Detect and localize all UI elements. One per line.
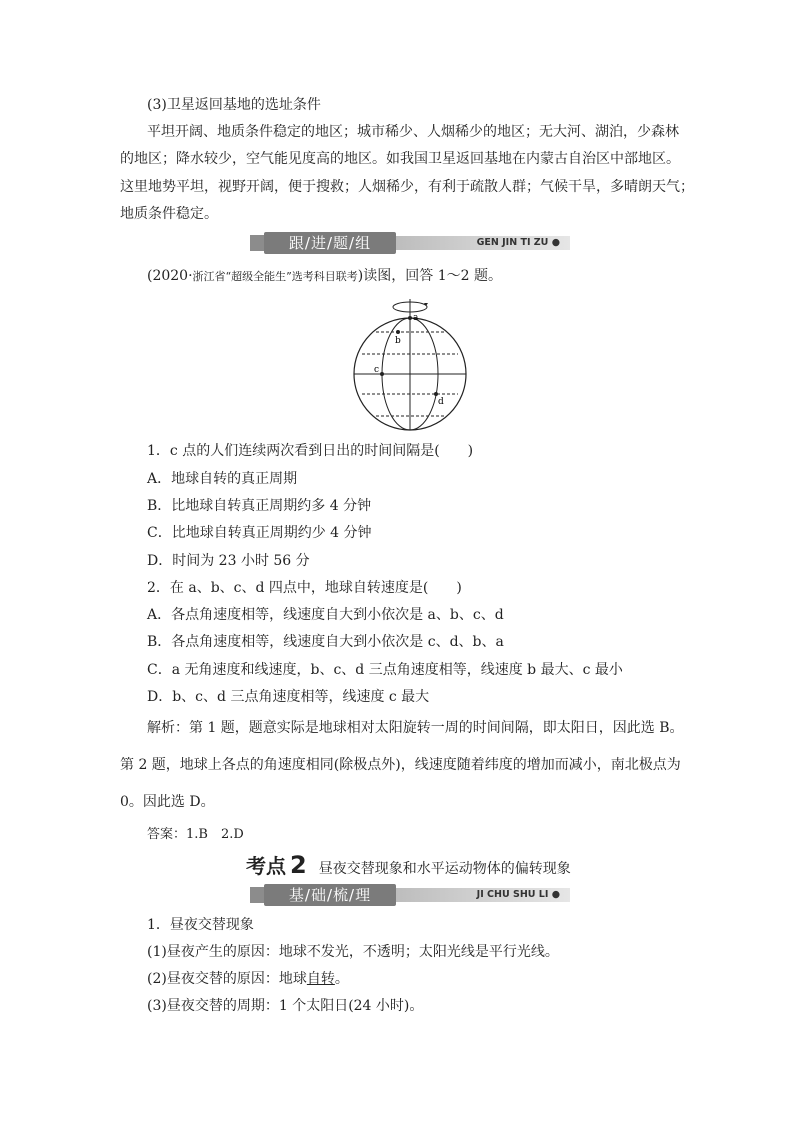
q1-option-b: B．比地球自转真正周期约多 4 分钟 <box>147 498 372 514</box>
intro-year: (2020· <box>147 268 193 284</box>
banner-english: JI CHU SHU LI ● <box>476 889 560 900</box>
point-c-label: c <box>374 365 380 375</box>
point-c-marker <box>380 372 384 376</box>
intro-rest: )读图，回答 1～2 题。 <box>357 268 502 284</box>
subsection-heading: 1．昼夜交替现象 <box>147 917 254 933</box>
point-d-marker <box>434 392 438 396</box>
answer-line: 答案：1.B 2.D <box>147 827 244 842</box>
analysis-line: 解析：第 1 题，题意实际是地球相对太阳旋转一周的时间间隔，即太阳日，因此选 B。 <box>147 720 684 736</box>
point-b-marker <box>396 330 400 334</box>
section-banner-ji-chu <box>250 884 570 906</box>
globe-figure <box>340 294 480 434</box>
item2-underlined: 自转 <box>306 971 335 987</box>
banner-label: 基/础/梳/理 <box>264 884 396 906</box>
item2-prefix: (2)昼夜交替的原因：地球 <box>147 971 307 987</box>
intro-source: 浙江省“超级全能生”选考科目联考 <box>192 270 358 283</box>
list-item <box>147 969 349 989</box>
q1-option-d: D．时间为 23 小时 56 分 <box>147 553 310 569</box>
q2-option-a: A．各点角速度相等，线速度自大到小依次是 a、b、c、d <box>147 607 504 623</box>
paragraph-line: 的地区；降水较少，空气能见度高的地区。如我国卫星返回基地在内蒙古自治区中部地区。 <box>120 151 680 167</box>
q1-option-a: A．地球自转的真正周期 <box>147 471 298 487</box>
paragraph-line: 平坦开阔、地质条件稳定的地区；城市稀少、人烟稀少的地区；无大河、湖泊，少森林 <box>147 124 679 140</box>
item2-suffix: 。 <box>334 971 349 987</box>
paragraph-line: 这里地势平坦，视野开阔，便于搜救；人烟稀少，有利于疏散人群；气候干旱，多晴朗天气； <box>120 179 694 195</box>
question-intro <box>147 266 502 287</box>
paragraph-line: 地质条件稳定。 <box>120 206 218 222</box>
section-heading: (3)卫星返回基地的选址条件 <box>147 97 321 113</box>
banner-english: GEN JIN TI ZU ● <box>476 237 560 248</box>
kaodian-title <box>246 850 571 879</box>
banner-label: 跟/进/题/组 <box>264 232 396 254</box>
q2-option-c: C．a 无角速度和线速度，b、c、d 三点角速度相等，线速度 b 最大、c 最小 <box>147 662 623 678</box>
question-2-stem: 2．在 a、b、c、d 四点中，地球自转速度是( ) <box>147 580 462 596</box>
q2-option-b: B．各点角速度相等，线速度自大到小依次是 c、d、b、a <box>147 634 504 650</box>
q1-option-c: C．比地球自转真正周期约少 4 分钟 <box>147 525 372 541</box>
analysis-line: 0。因此选 D。 <box>120 794 215 810</box>
q2-option-d: D．b、c、d 三点角速度相等，线速度 c 最大 <box>147 689 430 705</box>
analysis-line: 第 2 题，地球上各点的角速度相同(除极点外)，线速度随着纬度的增加而减小，南北极点为 <box>120 757 681 773</box>
question-1-stem: 1．c 点的人们连续两次看到日出的时间间隔是( ) <box>147 443 474 459</box>
list-item: (1)昼夜产生的原因：地球不发光，不透明；太阳光线是平行光线。 <box>147 944 559 960</box>
list-item: (3)昼夜交替的周期：1 个太阳日(24 小时)。 <box>147 998 424 1014</box>
kaodian-number: 2 <box>290 851 307 879</box>
point-b-label: b <box>395 336 401 346</box>
point-a-marker <box>408 316 412 320</box>
point-d-label: d <box>438 397 444 407</box>
section-banner-gen-jin <box>250 232 570 254</box>
kaodian-subtitle: 昼夜交替现象和水平运动物体的偏转现象 <box>318 861 571 877</box>
kaodian-prefix: 考点 <box>246 854 286 878</box>
point-a-label: a <box>413 313 419 323</box>
